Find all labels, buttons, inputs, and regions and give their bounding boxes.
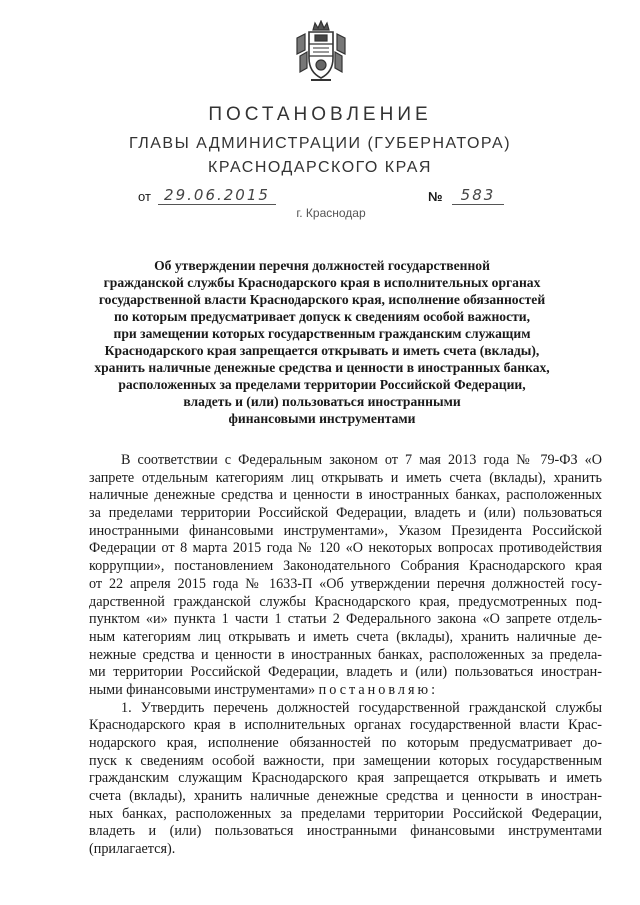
number-value: 583 — [452, 186, 504, 205]
issuer-line-1: ГЛАВЫ АДМИНИСТРАЦИИ (ГУБЕРНАТОРА) — [128, 135, 512, 152]
title-line: Краснодарского края запрещается открывать и иметь счета (вклады), — [104, 343, 540, 358]
date-value: 29.06.2015 — [158, 186, 276, 205]
city-label: г. Краснодар — [296, 206, 366, 220]
title-line: Об утверждении перечня должностей государственной — [154, 258, 490, 273]
document-title — [80, 257, 564, 427]
body-line: гражданским служащим Краснодарского края запрещается открывать и иметь — [89, 770, 602, 787]
body-line: нежные средства и ценности в иностранных банках, расположенных за предела- — [89, 646, 602, 663]
body-line: пунктом «и» пункта 1 части 1 статьи 2 Федерального закона «О запрете отдель- — [89, 611, 602, 628]
number-label: № — [428, 189, 443, 204]
title-line: расположенных за пределами территории Российской Федерации, — [118, 377, 526, 392]
body-text: ными финансовыми инструментами» — [89, 681, 316, 698]
title-line: хранить наличные денежные средства и ценности в иностранных банках, — [94, 360, 550, 375]
title-line: владеть и (или) пользоваться иностранными — [183, 394, 461, 409]
body-line: запрете отдельным категориям лиц открывать и иметь счета (вклады), хранить — [89, 469, 602, 486]
decree-word: постановляю: — [318, 681, 439, 698]
body-line: за пределами территории Российской Федерации, владеть и (или) пользоваться — [89, 505, 602, 522]
body-line: счета (вклады), хранить наличные денежные средства и ценности в иностран- — [89, 788, 602, 805]
title-line: финансовыми инструментами — [228, 411, 416, 426]
decree-type-heading: ПОСТАНОВЛЕНИЕ — [208, 104, 432, 125]
body-line: нодарского края, исполнение обязанностей по которым предусматривает до- — [89, 735, 602, 751]
body-line: 1. Утвердить перечень должностей государственной гражданской службы — [121, 699, 602, 716]
body-line — [89, 682, 602, 700]
document-body — [89, 452, 602, 859]
body-line: (прилагается). — [89, 841, 176, 858]
date-label: от — [138, 189, 151, 204]
body-line: Федерации от 8 марта 2015 года № 120 «О некоторых вопросах противодействия — [89, 540, 602, 557]
body-line: В соответствии с Федеральным законом от 7 мая 2013 года № 79-ФЗ «О — [121, 452, 602, 468]
issuer-line-2: КРАСНОДАРСКОГО КРАЯ — [208, 159, 432, 176]
body-line: от 22 апреля 2015 года № 1633-П «Об утверждении перечня должностей госу- — [89, 575, 602, 592]
body-line: Краснодарского края в исполнительных органах государственной власти Крас- — [89, 717, 602, 734]
coat-of-arms-icon — [291, 20, 351, 84]
body-line: наличные денежные средства и ценности в иностранных банках, расположенных — [89, 487, 602, 504]
body-line: коррупции», постановлением Законодательного Собрания Краснодарского края — [89, 558, 602, 575]
body-line: ным категориям лиц открывать и иметь счета (вклады), хранить наличные де- — [89, 628, 602, 645]
title-line: государственной власти Краснодарского края, исполнение обязанностей — [98, 292, 546, 307]
body-line: иностранными финансовыми инструментами», Указом Президента Российской — [89, 522, 602, 539]
title-line: гражданской службы Краснодарского края в исполнительных органах — [103, 275, 541, 290]
body-line: дарственной гражданской службы Краснодарского края, предусмотренных под- — [89, 593, 602, 610]
body-line: ных банках, расположенных за пределами территории Российской Федерации, — [89, 805, 602, 822]
body-line: пуск к сведениям особой важности, при замещении которых государственным — [89, 752, 602, 769]
body-line: владеть и (или) пользоваться иностранными финансовыми инструментами — [89, 823, 602, 840]
body-line: ми территории Российской Федерации, владеть и (или) пользоваться иностран- — [89, 664, 602, 681]
title-line: по которым предусматривает допуск к сведениям особой важности, — [113, 309, 531, 324]
title-line: при замещении которых государственным гражданским служащим — [113, 326, 531, 341]
